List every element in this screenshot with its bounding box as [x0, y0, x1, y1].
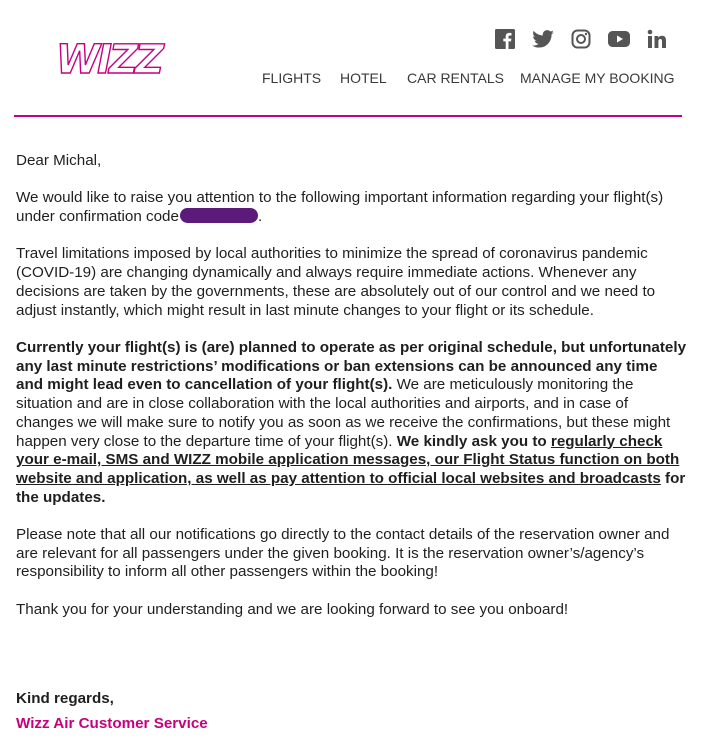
social-links	[495, 28, 684, 50]
paragraph-notifications: Please note that all our notifications go directly to the contact details of the reservation owner and are relevant for all passengers under the given booking. It is the reservation owner’s/agency’s responsibility to inform all other passengers within the booking!	[16, 526, 670, 581]
paragraph-flight-status: Currently your flight(s) is (are) planned to operate as per original schedule, but unfortunately any last minute restrictions’ modifications or ban extensions can be announced any time and might lead even to cancellation of your flight(s). We are meticulously monitoring the situation and are in close collaboration with the local authorities and airports, and in case of changes we will make sure to notify you as soon as we receive the confirmations, but these might happen very close to the departure time of your flight(s). We kindly ask you to regularly check your e-mail, SMS and WIZZ mobile application messages, our Flight Status function on both website and application, as well as pay attention to official local websites and broadcasts for the updates.	[16, 338, 687, 506]
monitoring-text: We are meticulously monitoring the situation and are in close collaboration with the local authorities and airports, and in case of changes we will make sure to notify you as soon as we receive the confirmations, but these might happen very close to the departure time of your flight(s).	[16, 376, 671, 450]
check-channels-text: regularly check your e-mail, SMS and WIZZ mobile application messages, our Flight Status function on both website and application, as well as pay attention to official local websites and broadcasts	[16, 432, 680, 487]
nav-manage-my-booking[interactable]: MANAGE MY BOOKING	[520, 70, 675, 86]
instagram-icon[interactable]	[571, 28, 591, 50]
redacted-confirmation-code	[180, 208, 258, 223]
twitter-icon[interactable]	[532, 28, 554, 50]
nav-hotel[interactable]: HOTEL	[340, 70, 387, 86]
linkedin-icon[interactable]	[647, 28, 667, 50]
main-nav	[0, 69, 720, 87]
header-divider	[14, 115, 682, 117]
paragraph-confirmation: We would like to raise you attention to the following important information regarding your flight(s) under confirmation code .	[16, 189, 664, 226]
confirmation-text: We would like to raise you attention to the following important information regarding your flight(s) under confirmation code	[16, 189, 664, 226]
paragraph-travel-limitations: Travel limitations imposed by local authorities to minimize the spread of coronavirus pandemic (COVID-19) are changing dynamically and always require immediate actions. Whenever any decisions are taken by the governments, these are absolutely out of our control and we need to adjust instantly, which might result in last minute changes to your flight or its schedule.	[16, 245, 656, 319]
flight-status-warning: Currently your flight(s) is (are) planned to operate as per original schedule, but unfortunately any last minute restrictions’ modifications or ban extensions can be announced any time and might lead even to cancellation of your flight(s).	[16, 338, 687, 394]
youtube-icon[interactable]	[608, 28, 630, 50]
signoff: Kind regards,	[16, 690, 114, 707]
greeting: Dear Michal,	[16, 152, 102, 169]
nav-car-rentals[interactable]: CAR RENTALS	[407, 70, 504, 86]
nav-flights[interactable]: FLIGHTS	[262, 70, 322, 86]
paragraph-thanks: Thank you for your understanding and we are looking forward to see you onboard!	[16, 600, 569, 618]
wizz-logo[interactable]: WIZZ	[56, 37, 162, 83]
email-body	[16, 152, 688, 620]
facebook-icon[interactable]	[495, 28, 515, 50]
email-header	[0, 0, 720, 118]
signature: Wizz Air Customer Service	[16, 715, 208, 732]
